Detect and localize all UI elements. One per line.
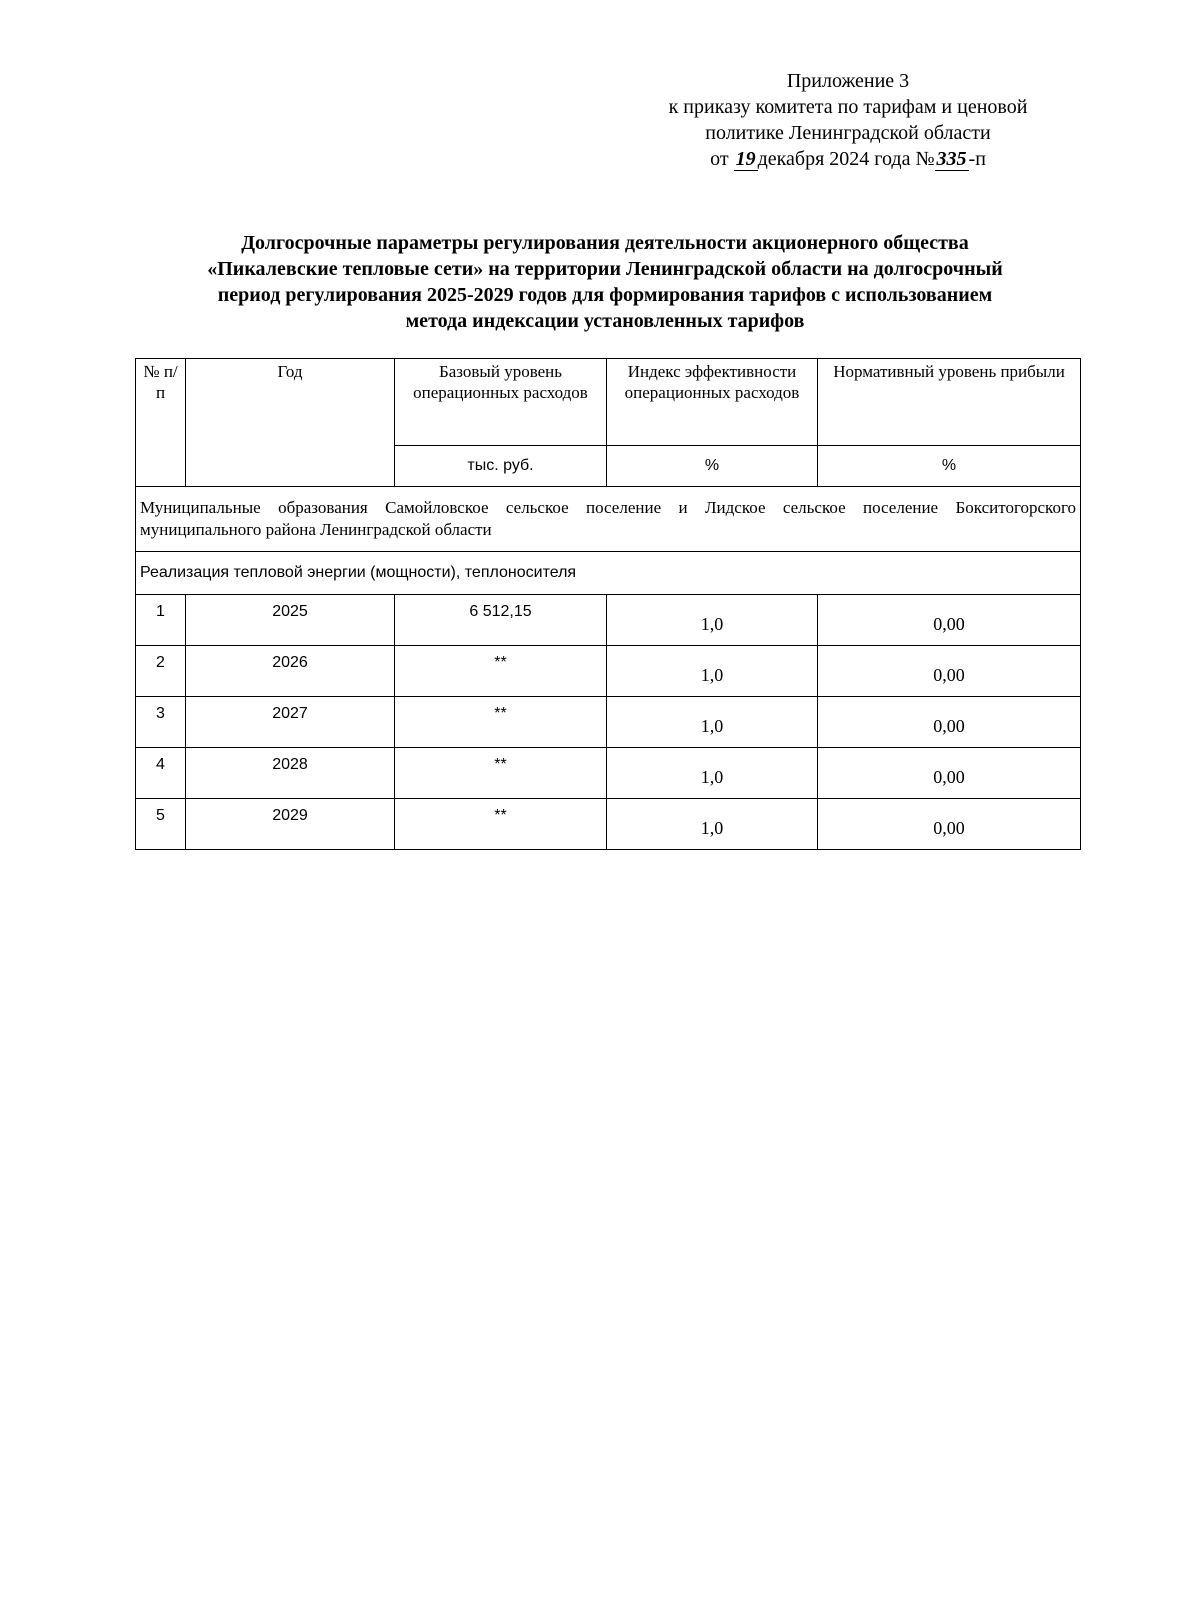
order-reference-line: к приказу комитета по тарифам и ценовой: [668, 96, 1028, 118]
date-middle: декабря 2024 года №: [757, 148, 935, 170]
row-efficiency-index: 1,0: [607, 697, 818, 748]
row-base-opex: 6 512,15: [395, 595, 607, 646]
activity-cell: Реализация тепловой энергии (мощности), теплоносителя: [136, 552, 1081, 595]
row-efficiency-index: 1,0: [607, 595, 818, 646]
handwritten-day: 19: [735, 148, 756, 170]
table-row: [136, 799, 1081, 850]
row-year: 2025: [186, 595, 395, 646]
header-year: Год: [186, 359, 395, 487]
row-year: 2029: [186, 799, 395, 850]
row-num: 2: [136, 646, 186, 697]
table-row: [136, 697, 1081, 748]
row-year: 2028: [186, 748, 395, 799]
row-efficiency-index: 1,0: [607, 748, 818, 799]
document-title: [130, 230, 1080, 334]
municipality-row: [136, 487, 1081, 552]
table-row: [136, 595, 1081, 646]
unit-profit-level: %: [818, 446, 1081, 487]
header-efficiency-index: Индекс эффективности операционных расходов: [607, 359, 818, 446]
row-profit-level: 0,00: [818, 748, 1081, 799]
row-profit-level: 0,00: [818, 595, 1081, 646]
row-num: 1: [136, 595, 186, 646]
row-efficiency-index: 1,0: [607, 799, 818, 850]
activity-row: [136, 552, 1081, 595]
row-profit-level: 0,00: [818, 646, 1081, 697]
header-num: № п/п: [136, 359, 186, 487]
order-date-line: [618, 146, 1078, 172]
order-committee-line: политике Ленинградской области: [705, 122, 991, 144]
row-profit-level: 0,00: [818, 799, 1081, 850]
table-row: [136, 748, 1081, 799]
appendix-number: Приложение 3: [786, 70, 910, 92]
row-base-opex: **: [395, 748, 607, 799]
handwritten-order-number: 335: [936, 148, 967, 170]
row-year: 2026: [186, 646, 395, 697]
title-line-3: период регулирования 2025-2029 годов для формирования тарифов с использованием: [217, 284, 993, 306]
row-num: 5: [136, 799, 186, 850]
unit-base-opex: тыс. руб.: [395, 446, 607, 487]
appendix-header: [618, 68, 1078, 172]
header-base-opex: Базовый уровень операционных расходов: [395, 359, 607, 446]
title-line-2: «Пикалевские тепловые сети» на территории Ленинградской области на долгосрочный: [207, 258, 1003, 280]
row-year: 2027: [186, 697, 395, 748]
row-profit-level: 0,00: [818, 697, 1081, 748]
table-row: [136, 646, 1081, 697]
table-header-row: [136, 359, 1081, 446]
order-suffix: -п: [968, 148, 986, 170]
row-base-opex: **: [395, 799, 607, 850]
municipality-cell: Муниципальные образования Самойловское сельское поселение и Лидское сельское поселение Бокситогорского муниципального района Ленинградской области: [136, 487, 1081, 552]
row-efficiency-index: 1,0: [607, 646, 818, 697]
row-num: 3: [136, 697, 186, 748]
row-num: 4: [136, 748, 186, 799]
row-base-opex: **: [395, 646, 607, 697]
title-line-1: Долгосрочные параметры регулирования деятельности акционерного общества: [241, 232, 969, 254]
date-prefix: от: [710, 148, 734, 170]
unit-efficiency-index: %: [607, 446, 818, 487]
title-line-4: метода индексации установленных тарифов: [405, 310, 805, 332]
regulation-parameters-table: [135, 358, 1081, 850]
header-profit-level: Нормативный уровень прибыли: [818, 359, 1081, 446]
row-base-opex: **: [395, 697, 607, 748]
